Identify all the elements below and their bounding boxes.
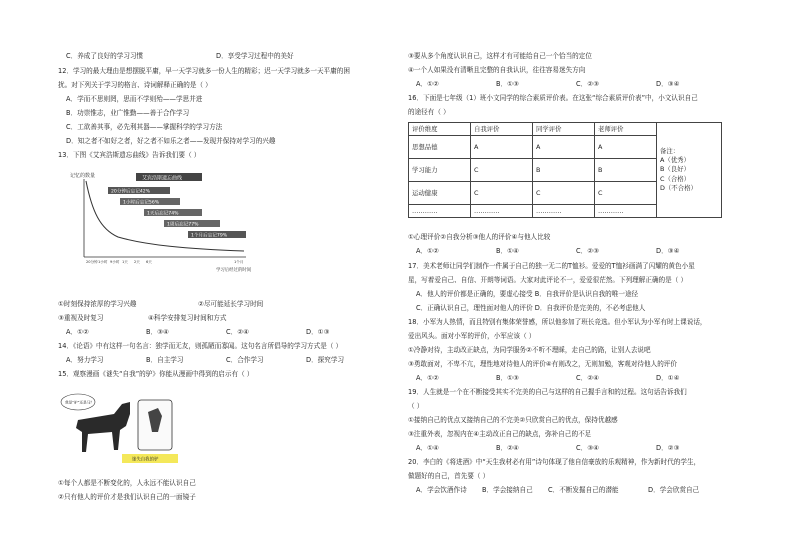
q18-option-b: B．①③ [496,374,519,382]
q20-options [416,487,699,494]
q13-item-4: ④科学安排复习时间和方式 [148,314,227,322]
q19-option-a: A．①④ [416,444,439,452]
q13-option-d: D．①③ [306,328,330,336]
q15-option-a: A．①② [416,80,439,88]
q20-option-b: B．学会接纳自己 [482,486,533,494]
q18-option-a: A．①② [416,374,439,382]
chart-ylabel: 记忆的数量 [70,173,96,179]
table-header: 老师评价 [595,123,657,136]
q16-items: ①心理评价②自我分析③他人的评价④与他人比较 [408,233,551,241]
q20-option-d: D．学会欣赏自己 [648,486,700,494]
q16-option-d: D．③④ [656,247,680,255]
q14-option-d: D．探究学习 [306,356,345,364]
q19-stem-line1: 19．人生就是一个在不断接受其实不完美的自己与这样的自己握手言和的过程。这句话告诉我们 [408,388,687,396]
tick-5: 6天 [146,260,152,264]
q13-option-c: C．②④ [226,328,250,336]
q13-item-2: ②尽可能延长学习时间 [198,300,264,308]
q18-options [416,375,680,382]
q14-option-c: C．合作学习 [226,356,264,364]
bubble-text: 我是“驴”还是马？ [65,400,94,405]
q15-item-2: ②只有他人的评价才是我们认识自己的一面镜子 [58,493,196,501]
q20-option-c: C．不断发掘自己的潜能 [548,486,619,494]
chart-xlabel: 学习后经过的时间 [216,268,252,273]
table-cell: A [471,136,533,159]
table-cell: C [533,182,595,205]
q13-item-1: ①时刻保持浓厚的学习兴趣 [58,300,137,308]
q16-stem-line2: 的途径有（ ） [408,108,450,116]
q13-option-b: B．③④ [146,328,169,336]
table-cell: C [595,182,657,205]
donkey-cartoon [58,392,183,466]
q12-stem-line1: 12．学习的最大理由是想摆脱平庸，早一天学习就多一份人生的精彩；迟一天学习就多一天平庸的困 [58,67,350,75]
q15-options [416,81,680,88]
note-d: D（不合格） [660,183,697,192]
q12-option-d: D．知之者不如好之者，好之者不如乐之者——发现并保持对学习的兴趣 [66,137,276,145]
table-cell: C [471,159,533,182]
table-cell: A [533,136,595,159]
q14-options [66,357,344,364]
q12-option-c: C．工欲善其事，必先利其器——掌握科学的学习方法 [66,123,223,131]
cartoon-caption: 迷失自我的驴 [132,457,159,463]
table-cell: B [595,159,657,182]
table-cell: 运动健康 [409,182,471,205]
tick-3: 1天 [122,260,128,264]
q13-options [66,329,330,336]
curve-label-5: 1个月后忘记79% [191,233,228,239]
q11-option-c: C．养成了良好的学习习惯 [66,52,144,60]
q11-option-d: D．享受学习过程中的美好 [216,52,294,60]
forgetting-curve-chart [66,171,256,281]
q12-option-a: A．学而不思则罔，思而不学则殆——学思并进 [66,95,203,103]
table-cell: C [471,182,533,205]
q19-options [416,445,680,452]
q20-stem-line2: 做题好的自己，首先要（ ） [408,472,490,480]
q18-stem-line1: 18．小军为人热情，而且特别有集体荣誉感，所以他参加了班长竞选。但小军认为小军有时上课说话， [408,318,707,326]
tick-1: 1小时 [98,260,108,264]
q16-option-b: B．①④ [496,247,519,255]
q17-stem-line1: 17．美术老师让同学们制作一件属于自己的独一无二的T恤衫。爱爱的T恤衫画满了闪耀的黄色小星 [408,262,695,270]
q12-option-b: B．功崇惟志，业广惟勤——善于合作学习 [66,109,190,117]
q18-items-1: ①冷静对待，主动改正缺点，为同学服务②不听不理睬，走自己的路，让别人去说吧 [408,346,651,354]
q15-stem: 15．观察漫画《谜失“自我”的驴》你能从漫画中得到的启示有（ ） [58,370,254,378]
table-cell: ………… [471,205,533,218]
chart-title: 艾宾浩斯遗忘曲线 [142,175,183,182]
note-b: B（良好） [660,165,690,174]
curve-label-3: 1天后忘记74% [147,211,179,217]
table-cell: B [533,159,595,182]
table-cell: 学习能力 [409,159,471,182]
table-header: 自我评价 [471,123,533,136]
q14-option-a: A．努力学习 [66,356,104,364]
q15-item-3: ③要从多个角度认识自己，这样才有可能给自己一个恰当的定位 [408,52,592,60]
q19-items-1: ①接纳自己的优点又接纳自己的不完美②只欣赏自己的优点，保持优越感 [408,416,618,424]
table-cell: A [595,136,657,159]
q19-option-d: D．②③ [656,444,680,452]
table-cell: ………… [595,205,657,218]
q15-option-b: B．①③ [496,80,519,88]
tick-0: 20分钟 [86,260,98,264]
curve-label-4: 1周后忘记77% [167,222,199,228]
q15-option-c: C．②③ [576,80,600,88]
q17-options-cd: C．正确认识自己，理性面对他人的评价 D．自我评价是完美的，不必考虑他人 [416,304,646,312]
q15-option-d: D．③④ [656,80,680,88]
evaluation-table [408,122,722,218]
table-header: 评价维度 [409,123,471,136]
q18-option-d: D．①④ [656,374,680,382]
note-title: 备注： [660,146,680,155]
tick-2: 9小时 [110,260,120,264]
q18-option-c: C．②④ [576,374,600,382]
q16-option-a: A．①② [416,247,439,255]
q16-stem-line1: 16．下面是七年级（1）班小文同学的综合素质评价表。在这张“综合素质评价表”中，小文认识自己 [408,94,698,102]
q14-stem: 14．《论语》中有这样一句名言：独学而无友，则孤陋而寡闻。这句名言所倡导的学习方式是（ ） [58,342,343,350]
q16-option-c: C．②③ [576,247,600,255]
tick-6: 1个月 [234,260,244,264]
note-a: A（优秀） [660,156,690,165]
q17-options-ab: A．他人的评价都是正确的，要虚心接受 B．自我评价是认识自我的唯一途径 [416,290,639,298]
q13-option-a: A．①② [66,328,89,336]
tick-4: 2天 [134,260,140,264]
curve-label-1: 20分钟后忘记42% [111,189,151,195]
curve-label-2: 1小时后忘记56% [123,200,160,206]
q17-stem-line2: 星，写着爱自己、自信、开朗等词语。大家对此评论不一，爱爱很茫然。下列理解正确的是（ ） [408,276,688,284]
q18-items-2: ③勇敢面对，不卑不亢，理性地对待他人的评价④有则改之，无则加勉，客观对待他人的评价 [408,360,677,368]
q20-stem-line1: 20．李白的《将进酒》中“天生我材必有用”诗句体现了他自信豪放的乐观精神，作为新时代的学生， [408,458,701,466]
table-cell: 思想品德 [409,136,471,159]
table-note-cell [657,123,722,218]
q19-option-b: B．②④ [496,444,519,452]
note-c: C（合格） [660,174,691,183]
q14-option-b: B．自主学习 [146,356,184,364]
table-cell: ………… [409,205,471,218]
q19-option-c: C．③④ [576,444,600,452]
q19-items-2: ③注重外表，忽视内在④主动改正自己的缺点，弥补自己的不足 [408,430,592,438]
table-header-row [409,123,722,136]
q15-item-1: ①每个人都是不断变化的，人永远不能认识自己 [58,479,196,487]
q18-stem-line2: 爱出风头。面对小军的评价，小军应该（ ） [408,332,536,340]
q15-item-4: ④一个人如果没有清晰且完整的自我认识，往往容易迷失方向 [408,66,586,74]
q16-options [416,248,680,255]
table-header: 同学评价 [533,123,595,136]
q19-stem-line2: （ ） [408,402,424,410]
q12-stem-line2: 扰。对下列关于学习的格言、诗词解释正确的是（ ） [58,81,212,89]
q13-stem: 13．下图《艾宾浩斯遗忘曲线》告诉我们要（ ） [58,151,201,159]
table-cell: ………… [533,205,595,218]
q13-item-3: ③重视及时复习 [58,314,104,322]
q20-option-a: A．学会饮酒作诗 [416,486,467,494]
